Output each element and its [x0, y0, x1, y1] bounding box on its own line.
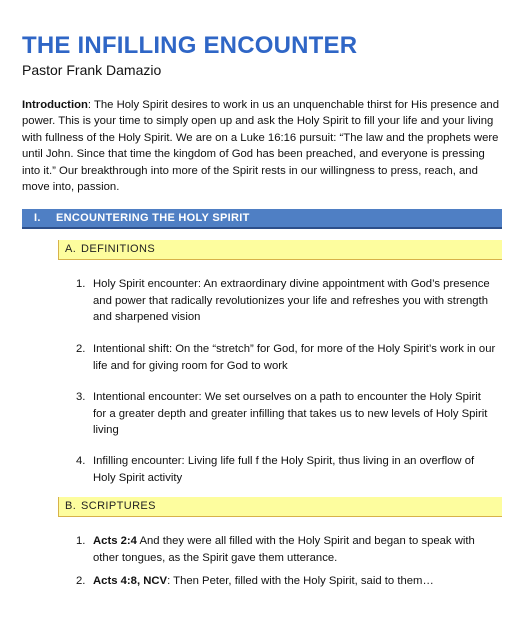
item-text: Infilling encounter: Living life full f the Holy Spirit, thus living in an overflow of Holy Spirit activity — [93, 455, 475, 484]
item-text: Intentional shift: On the “stretch” for God, for more of the Holy Spirit’s work in our life and for giving room for God to work — [93, 343, 496, 372]
item-number: 4. — [76, 455, 86, 467]
definition-item-4 — [76, 453, 496, 486]
item-text: Intentional encounter: We set ourselves on a path to encounter the Holy Spirit for a greater depth and greater infilling that takes us to new levels of Holy Spirit living — [93, 391, 488, 437]
subheading-title: SCRIPTURES — [81, 500, 156, 512]
item-number: 1. — [76, 535, 86, 547]
introduction-paragraph — [22, 97, 500, 195]
section-title: ENCOUNTERING THE HOLY SPIRIT — [56, 212, 250, 224]
scripture-text: And they were all filled with the Holy Spirit and began to speak with other tongues, as the Spirit gave them utterance. — [93, 535, 475, 564]
definition-item-3 — [76, 389, 496, 439]
section-number: I. — [34, 212, 41, 224]
scripture-text: : Then Peter, filled with the Holy Spirit, said to them… — [167, 575, 434, 587]
definition-item-1 — [76, 276, 496, 326]
scripture-item-2 — [76, 573, 496, 590]
subheading-letter: A. — [65, 243, 77, 255]
section-heading-encountering — [22, 209, 502, 229]
scripture-reference: Acts 2:4 — [93, 535, 137, 547]
item-number: 2. — [76, 575, 86, 587]
intro-text: : The Holy Spirit desires to work in us an unquenchable thirst for His presence and power. This is your time to simply open up and ask the Holy Spirit to fill your life and your living with fullness of the Holy Spirit. We are on a Luke 16:16 pursuit: “The law and the prophets were until John. Since that time the kingdom of God has been preached, and everyone is pressing into it.” Our breakthrough into more of the Spirit rests in our willingness to press, reach, and move into, passion. — [22, 99, 499, 194]
scripture-reference: Acts 4:8, NCV — [93, 575, 168, 587]
document-author: Pastor Frank Damazio — [22, 62, 162, 78]
definition-item-2 — [76, 341, 496, 374]
document-title: THE INFILLING ENCOUNTER — [22, 32, 358, 59]
subheading-title: DEFINITIONS — [81, 243, 156, 255]
intro-label: Introduction — [22, 99, 88, 111]
subheading-scriptures — [58, 497, 502, 517]
item-number: 3. — [76, 391, 86, 403]
item-number: 2. — [76, 343, 86, 355]
item-number: 1. — [76, 278, 86, 290]
subheading-definitions — [58, 240, 502, 260]
subheading-letter: B. — [65, 500, 77, 512]
scripture-item-1 — [76, 533, 496, 566]
item-text: Holy Spirit encounter: An extraordinary divine appointment with God’s presence and power that radically revolutionizes your life and refreshes you with strength and sharpened vision — [93, 278, 490, 324]
